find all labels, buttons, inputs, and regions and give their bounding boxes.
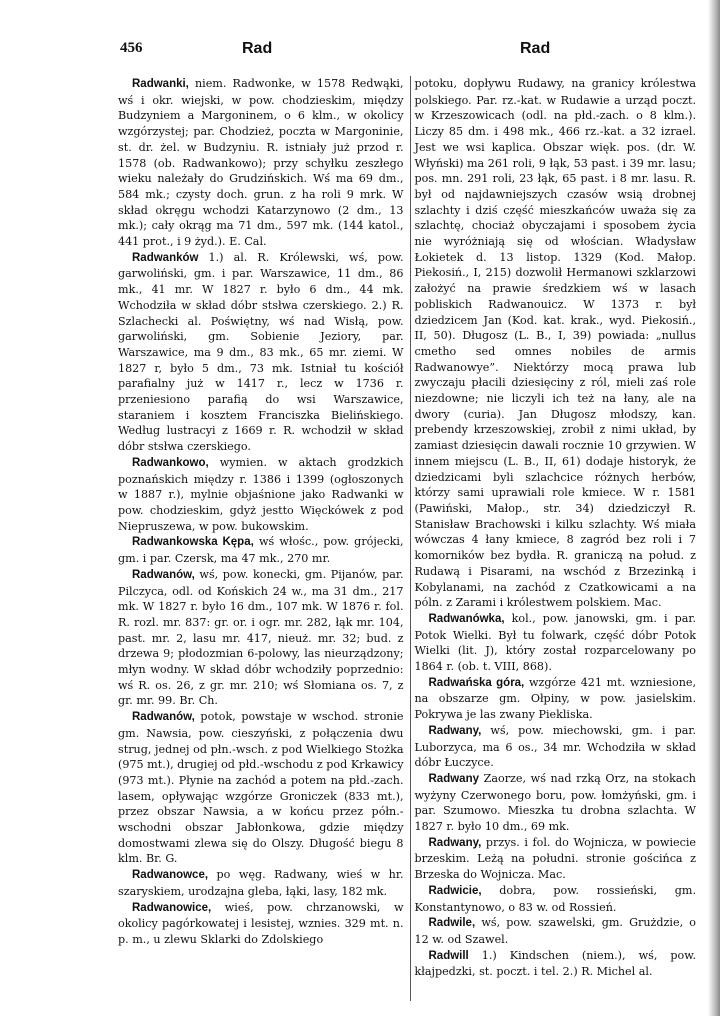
text-columns bbox=[118, 76, 696, 1001]
entry-headword: Radwańska góra, bbox=[428, 676, 525, 689]
entry-text: przys. i fol. do Wojnicza, w powiecie brzeskim. Leżą na południ. stronie gościńca z Brzeska do Wojnicza. Mac. bbox=[414, 835, 696, 882]
entry-text: wś, pow. konecki, gm. Pijanów, par. Pilczyca, odl. od Końskich 24 w., ma 31 dm., 217 mk. W 1827 r. było 16 dm., 107 mk. W 1876 r. fol. R. rozl. mr. 837: gr. or. i ogr. mr. 282, łąk mr. 104, past. mr. 2, lasu mr. 417, nieuż. mr. 32; bud. z drzewa 9; płodozmian 6-polowy, las nieurządzony; młyn wodny. W skład dóbr wchodziły poprzednio: wś R. os. 26, z gr. mr. 210; wś Słomiana os. 7, z gr. mr. 99. Br. Ch. bbox=[118, 567, 404, 708]
dictionary-entry bbox=[118, 867, 404, 899]
entry-headword: Radwanowice, bbox=[132, 901, 212, 914]
entry-text: wzgórze 421 mt. wzniesione, na obszarze gm. Ołpiny, w pow. jasielskim. Pokrywa je las zwany Piekliska. bbox=[414, 675, 696, 722]
entry-headword: Radwill bbox=[428, 949, 469, 962]
entry-headword: Radwany bbox=[428, 772, 479, 785]
entry-text: kol., pow. janowski, gm. i par. Potok Wielki. Był tu folwark, część dóbr Potok Wielki (lit. J), który został rozparcelowany po 1864 r. (ob. t. VIII, 868). bbox=[414, 611, 696, 674]
entry-text: wieś, pow. chrzanowski, w okolicy pagórkowatej i lesistej, wznies. 329 mt. n. p. m., u zlewu Sklarki do Zdolskiego bbox=[118, 900, 404, 946]
entry-headword: Radwanków bbox=[132, 251, 199, 264]
entry-text: 1.) Kindschen (niem.), wś, pow. kłajpedzki, st. poczt. i tel. 2.) R. Michel al. bbox=[414, 948, 696, 979]
entry-text: po węg. Radwany, wieś w hr. szaryskiem, urodzajna gleba, łąki, lasy, 182 mk. bbox=[118, 868, 404, 898]
right-column bbox=[410, 76, 697, 1001]
entry-text: dobra, pow. rossieński, gm. Konstantynowo, o 83 w. od Rossień. bbox=[414, 883, 696, 914]
running-head-right: Rad bbox=[520, 40, 551, 57]
entry-headword: Radwankowo, bbox=[132, 456, 209, 469]
page-edge-shadow bbox=[708, 0, 720, 1016]
running-head-left: Rad bbox=[242, 40, 273, 57]
entry-headword: Radwanów, bbox=[132, 568, 195, 581]
left-column bbox=[118, 76, 404, 1001]
dictionary-entry bbox=[415, 76, 697, 611]
dictionary-entry bbox=[118, 76, 404, 250]
dictionary-entry bbox=[118, 534, 404, 566]
dictionary-entry bbox=[415, 835, 697, 883]
dictionary-entry bbox=[415, 915, 697, 947]
entry-text: wymien. w aktach grodzkich poznańskich między r. 1386 i 1399 (ogłoszonych w 1887 r.), mylnie objaśnione jako Radwanki w pow. chodzieskim, gdyż jestto Więckówek z pod Niepruszewa, w pow. bukowskim. bbox=[118, 455, 404, 533]
entry-text: wś, pow. szawelski, gm. Grużdzie, o 12 w. od Szawel. bbox=[414, 916, 696, 946]
entry-headword: Radwanowce, bbox=[132, 869, 209, 882]
dictionary-entry bbox=[118, 455, 404, 535]
entry-headword: Radwicie, bbox=[428, 884, 482, 897]
entry-headword: Radwankowska Kępa, bbox=[132, 536, 254, 549]
dictionary-entry bbox=[118, 709, 404, 867]
entry-text: niem. Radwonke, w 1578 Redwąki, wś i okr. wiejski, w pow. chodzieskim, między Budzyniem a Margoninem, o 6 klm., w okolicy wzgórzystej; par. Chodzież, poczta w Margoninie, st. dr. żel. w Budzyniu. R. istniały już przod r. 1578 (ob. Radwankowo); przy schyłku zeszłego wieku należały do Grudzińskich. Wś ma 69 dm., 584 mk.; czysty doch. grun. z ha roli 9 mrk. W skład okręgu wchodzi Katarzynowo (2 dm., 13 mk.); cały okrąg ma 71 dm., 597 mk. (144 katol., 441 prot., i 9 żyd.). E. Cal. bbox=[118, 77, 404, 249]
entry-headword: Radwanówka, bbox=[428, 612, 505, 625]
entry-headword: Radwanów, bbox=[132, 711, 195, 724]
dictionary-entry bbox=[415, 948, 697, 980]
entry-headword: Radwile, bbox=[428, 917, 476, 930]
entry-text: wś włośc., pow. grójecki, gm. i par. Czersk, ma 47 mk., 270 mr. bbox=[118, 535, 404, 566]
entry-text: wś, pow. miechowski, gm. i par. Luborzyca, ma 6 os., 34 mr. Wchodziła w skład dóbr Łuczyce. bbox=[414, 723, 696, 770]
dictionary-entry bbox=[415, 675, 697, 723]
dictionary-entry bbox=[415, 723, 697, 771]
entry-text: potoku, dopływu Rudawy, na granicy królestwa polskiego. Par. rz.-kat. w Rudawie a urząd poczt. w Krzeszowicach (odl. na płd.-zach. o 8 klm.). Liczy 85 dm. i 498 mk., 466 rz.-kat. a 32 izrael. Jest we wsi kaplica. Obszar więk. pos. (dr. W. Włyński) ma 261 roli, 9 łąk, 53 past. i 39 mr. lasu; pos. mn. 291 roli, 23 łąk, 65 past. i 8 mr. lasu. R. był od najdawniejszych czasów wsią drobnej szlachty i dziś część mieszkańców uważa się za szlachtę, chociaż obyczajami i sposobem życia nie wyróżniają się od włościan. Władysław Łokietek d. 13 listop. 1329 (Kod. Małop. Piekosiń., I, 215) dozwolił Hermanowi szklarzowi założyć na prawie średzkiem wś w lasach pobliskich Radwanouicz. W 1373 r. był dziedzicem Jan (Kod. kat. krak., wyd. Piekosiń., II, 50). Długosz (L. B., I, 39) powiada: „nullus cmetho sed omnes nobiles de armis Radwanowye”. Niektórzy mocą prawa lub zwyczaju płacili dziesięciny z ról, mieli zaś role niezdowne; nie liczyli ich też na łany, ale na dwory (curia). Jan Długosz młodszy, kan. prebendy krzeszowskiej, zrobił z nimi układ, by zamiast dziesięcin dawali rocznie 10 grzywien. W innem miejscu (L. B., II, 61) dodaje historyk, że dziedzicami byli szlachcice różnych herbów, którzy sami uprawiali role kmiece. W r. 1581 (Pawiński, Małop., str. 34) dziedziczył R. Stanisław Brachowski i kilku szlachty. Wś miała wówczas 4 łany kmiece, 8 zagród bez roli i 7 komorników bez bydła. R. graniczą na połud. z Rudawą i Pisarami, na wschód z Brzezinką i Kobylanami, na zachód z Czatkowicami a na póln. z Zarami i królestwem polskiem. Mac. bbox=[414, 77, 696, 610]
page-number: 456 bbox=[120, 40, 143, 56]
entry-text: 1.) al. R. Królewski, wś, pow. garwoliński, gm. i par. Warszawice, 11 dm., 86 mk., 41 mr. W 1827 r. było 6 dm., 44 mk. Wchodziła w skład dóbr stsłwa czerskiego. 2.) R. Szlachecki al. Poświętny, wś nad Wisłą, pow. garwoliński, gm. Sobienie Jeziory, par. Warszawice, ma 9 dm., 83 mk., 65 mr. ziemi. W 1827 r, było 5 dm., 73 mk. Istniał tu kościół parafialny już w 1417 r., lecz w 1736 r. przeniesiono parafią do wsi Warszawice, staraniem i kosztem Franciszka Bielińskiego. Według lustracyi z 1669 r. R. wchodził w skład dóbr stsłwa czerskiego. bbox=[118, 250, 404, 454]
entry-headword: Radwanki, bbox=[132, 78, 189, 90]
entry-text: potok, powstaje w wschod. stronie gm. Nawsia, pow. cieszyński, z połączenia dwu strug, jednej od płn.-wsch. z pod Wielkiego Stożka (975 mt.), drugiej od płd.-wschodu z pod Krkawicy (973 mt.). Płynie na zachód a potem na płd.-zach. lasem, opływając wzgórze Groniczek (833 mt.), przez obszar Nawsia, a w końcu przez półn.-wschodni obszar Jabłonkowa, gdzie między domostwami zlewa się do Olszy. Długość biegu 8 klm. Br. G. bbox=[118, 710, 404, 866]
entry-text: Zaorze, wś nad rzką Orz, na stokach wyżyny Czerwonego boru, pow. łomżyński, gm. i par. Szumowo. Mieszka tu drobna szlachta. W 1827 r. było 10 dm., 69 mk. bbox=[414, 771, 696, 834]
page-header bbox=[120, 40, 690, 64]
dictionary-entry bbox=[415, 611, 697, 675]
dictionary-entry bbox=[415, 883, 697, 915]
dictionary-entry bbox=[118, 250, 404, 455]
dictionary-entry bbox=[118, 567, 404, 709]
entry-headword: Radwany, bbox=[428, 724, 482, 737]
dictionary-entry bbox=[415, 771, 697, 835]
dictionary-entry bbox=[118, 900, 404, 948]
entry-headword: Radwany, bbox=[428, 836, 482, 849]
